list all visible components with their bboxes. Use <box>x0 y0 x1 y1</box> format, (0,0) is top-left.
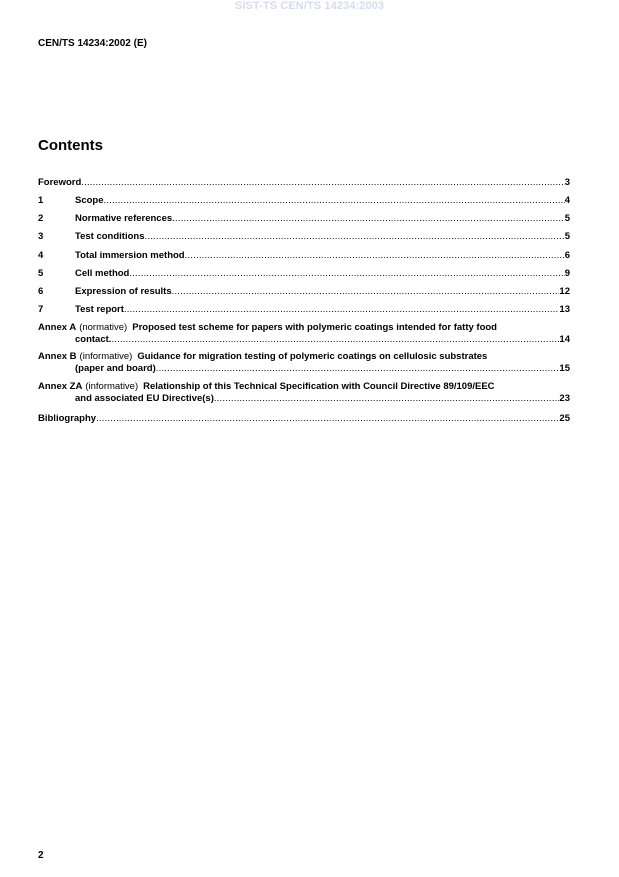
clause-number: 3 <box>38 231 44 242</box>
toc-entry-label: Bibliography <box>38 413 97 424</box>
clause-number: 1 <box>38 195 44 206</box>
toc-entry-page: 9 <box>564 268 570 279</box>
toc-entry-foreword[interactable] <box>38 177 570 189</box>
clause-number: 5 <box>38 268 44 279</box>
dot-leader <box>81 177 564 189</box>
watermark-text: SIST-TS CEN/TS 14234:2003 <box>234 0 385 12</box>
toc-entry-clause-4[interactable] <box>38 250 570 262</box>
document-id: CEN/TS 14234:2002 (E) <box>38 38 147 49</box>
dot-leader <box>172 286 560 298</box>
toc-entry-label: Foreword <box>38 177 82 188</box>
annex-name: Annex A <box>38 322 77 333</box>
annex-title: Proposed test scheme for papers with polymeric coatings intended for fatty food <box>132 322 497 333</box>
toc-entry-page: 25 <box>559 413 570 424</box>
toc-entry-clause-6[interactable] <box>38 286 570 298</box>
annex-title-continuation: (paper and board) <box>75 363 156 374</box>
toc-entry-annex-b[interactable] <box>38 351 570 375</box>
dot-leader <box>172 213 565 225</box>
toc-entry-label: Scope <box>75 195 104 206</box>
annex-name: Annex B <box>38 351 77 362</box>
clause-number: 2 <box>38 213 44 224</box>
toc-entry-page: 15 <box>559 363 570 374</box>
toc-entry-page: 13 <box>559 304 570 315</box>
dot-leader <box>104 195 565 207</box>
toc-entry-clause-2[interactable] <box>38 213 570 225</box>
dot-leader <box>185 250 565 262</box>
toc-entry-page: 12 <box>559 286 570 297</box>
toc-entry-clause-3[interactable] <box>38 231 570 243</box>
toc-entry-page: 6 <box>564 250 570 261</box>
page-number: 2 <box>38 850 44 861</box>
toc-entry-label: Expression of results <box>75 286 172 297</box>
toc-entry-annex-za[interactable] <box>38 381 570 405</box>
toc-entry-label: Normative references <box>75 213 173 224</box>
clause-number: 6 <box>38 286 44 297</box>
annex-type: (informative) <box>79 351 133 362</box>
toc-entry-label: Test report <box>75 304 124 315</box>
toc-entry-label: Total immersion method <box>75 250 185 261</box>
toc-entry-clause-5[interactable] <box>38 268 570 280</box>
annex-title: Relationship of this Technical Specification with Council Directive 89/109/EEC <box>143 381 495 392</box>
dot-leader <box>124 304 560 316</box>
dot-leader <box>96 413 559 425</box>
toc-entry-clause-7[interactable] <box>38 304 570 316</box>
toc-entry-bibliography[interactable] <box>38 413 570 425</box>
toc-entry-page: 5 <box>564 231 570 242</box>
annex-title: Guidance for migration testing of polymeric coatings on cellulosic substrates <box>137 351 488 362</box>
dot-leader <box>145 231 565 243</box>
toc-entry-label: Cell method <box>75 268 130 279</box>
dot-leader <box>111 334 559 346</box>
toc-entry-page: 14 <box>559 334 570 345</box>
clause-number: 4 <box>38 250 44 261</box>
dot-leader <box>214 393 560 405</box>
toc-entry-clause-1[interactable] <box>38 195 570 207</box>
annex-title-continuation: and associated EU Directive(s) <box>75 393 214 404</box>
annex-type: (normative) <box>79 322 128 333</box>
toc-entry-page: 23 <box>559 393 570 404</box>
toc-entry-page: 4 <box>564 195 570 206</box>
dot-leader <box>156 363 560 375</box>
toc-entry-label: Test conditions <box>75 231 145 242</box>
annex-type: (informative) <box>85 381 139 392</box>
annex-title-continuation: contact. <box>75 334 112 345</box>
toc-entry-page: 5 <box>564 213 570 224</box>
toc-entry-annex-a[interactable] <box>38 322 570 346</box>
dot-leader <box>129 268 564 280</box>
toc-entry-page: 3 <box>564 177 570 188</box>
clause-number: 7 <box>38 304 44 315</box>
annex-name: Annex ZA <box>38 381 83 392</box>
contents-heading: Contents <box>38 137 103 154</box>
